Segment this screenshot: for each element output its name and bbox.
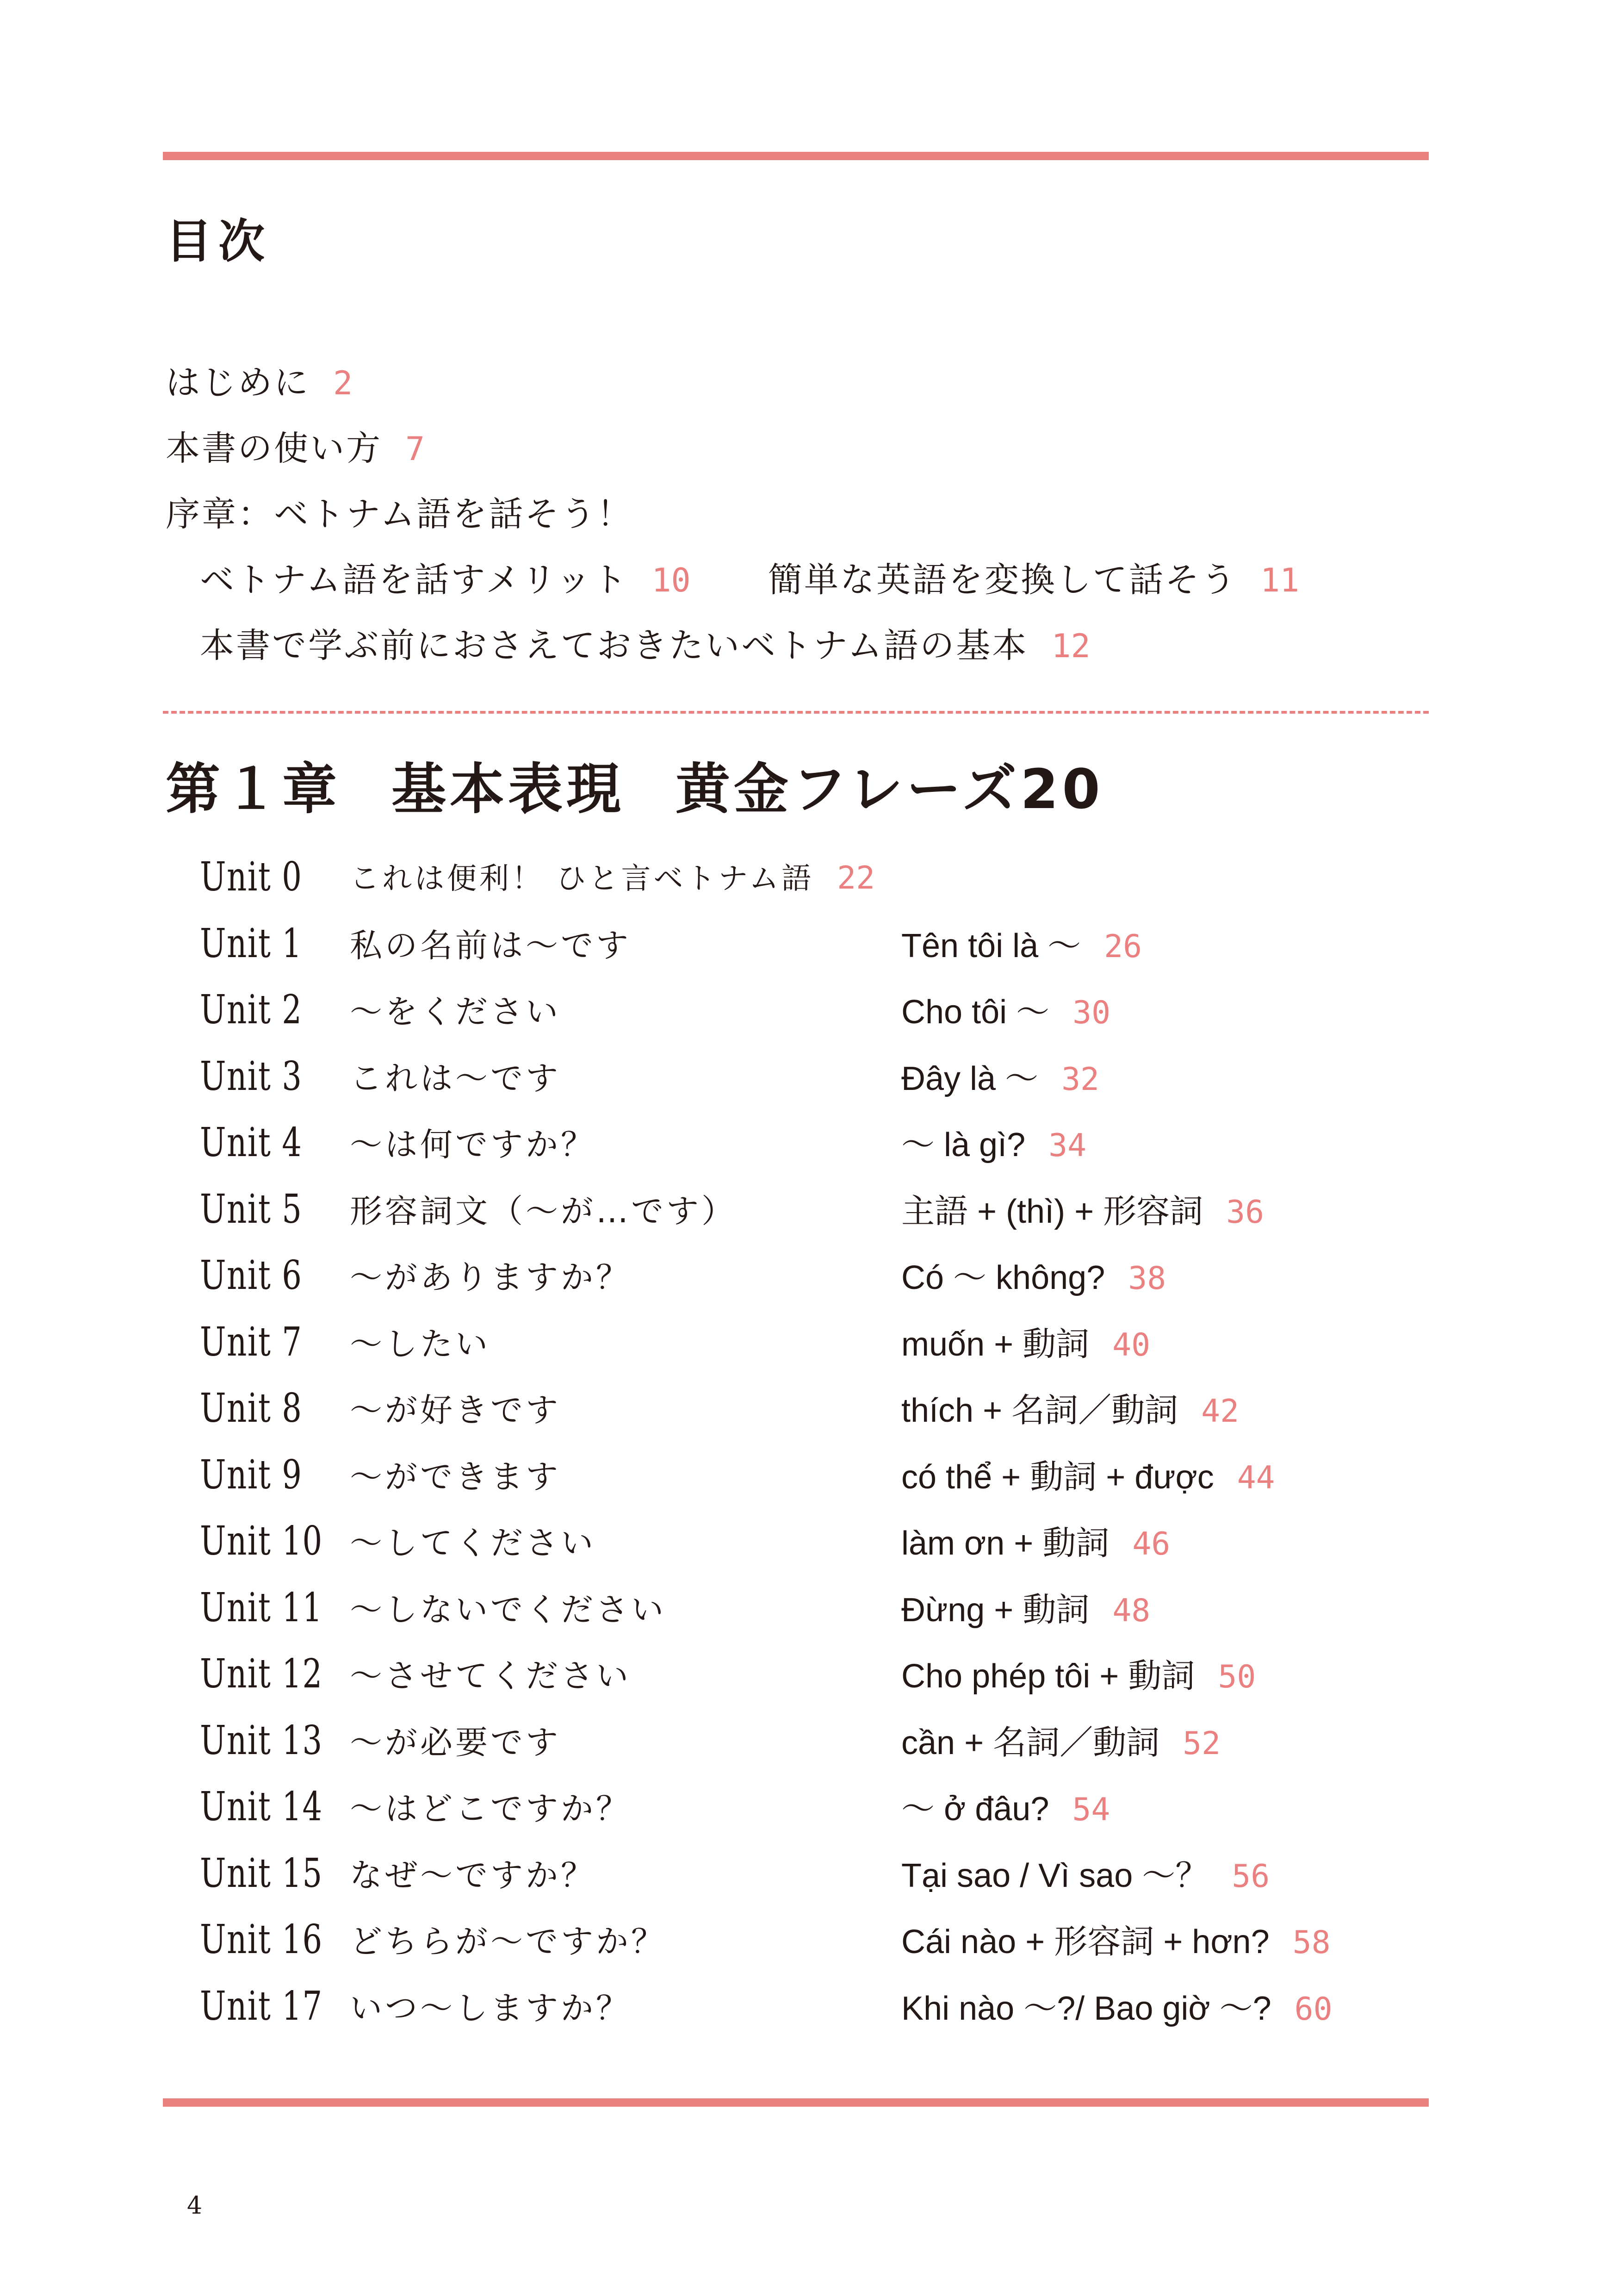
unit-vietnamese-text: Đây là ～ <box>901 1060 1039 1097</box>
unit-japanese-text: ～はどこですか？ <box>350 1790 631 1828</box>
unit-label: Unit 17 <box>200 1983 323 2029</box>
unit-japanese-text: ～したい <box>350 1325 490 1363</box>
toc-entry-how-to-use[interactable] <box>166 431 425 466</box>
toc-entry-intro[interactable] <box>166 363 353 403</box>
unit-vietnamese-phrase <box>901 1461 1275 1494</box>
unit-label: Unit 11 <box>200 1585 323 1631</box>
unit-vietnamese-phrase <box>901 1792 1110 1826</box>
unit-japanese-phrase <box>350 993 561 1031</box>
unit-row[interactable] <box>0 1916 1618 1969</box>
toc-entry-page: 10 <box>651 561 691 599</box>
unit-label: Unit 5 <box>200 1186 303 1232</box>
unit-page: 34 <box>1048 1127 1087 1164</box>
unit-page: 54 <box>1072 1792 1110 1828</box>
unit-label: Unit 0 <box>200 854 303 900</box>
unit-vietnamese-text: Tên tôi là ～ <box>901 927 1081 964</box>
unit-japanese-text: これは便利！ ひと言ベトナム語 <box>350 862 814 896</box>
unit-row[interactable] <box>0 1452 1618 1504</box>
unit-japanese-text: ～が必要です <box>350 1724 561 1761</box>
unit-japanese-phrase <box>350 1192 737 1230</box>
unit-japanese-phrase <box>350 1925 666 1958</box>
unit-vietnamese-phrase <box>901 1857 1270 1895</box>
unit-row[interactable] <box>0 1585 1618 1637</box>
unit-vietnamese-text: Có ～ không? <box>901 1259 1105 1296</box>
unit-japanese-text: どちらが～ですか？ <box>350 1923 666 1960</box>
unit-page: 40 <box>1112 1327 1151 1363</box>
unit-vietnamese-phrase <box>901 1990 1333 2028</box>
unit-japanese-text: ～が好きです <box>350 1391 561 1429</box>
unit-vietnamese-text: Cho tôi ～ <box>901 994 1050 1031</box>
unit-label: Unit 7 <box>200 1319 303 1365</box>
unit-vietnamese-phrase <box>901 996 1110 1029</box>
unit-japanese-text: いつ～しますか？ <box>350 1989 631 2027</box>
unit-japanese-text: ～をください <box>350 993 561 1031</box>
toc-entry-page: 12 <box>1051 627 1091 665</box>
unit-vietnamese-text: có thể + 動詞 + được <box>901 1459 1214 1496</box>
page-number: 4 <box>187 2192 203 2220</box>
unit-vietnamese-phrase <box>901 1259 1166 1297</box>
toc-entry-label: 本書で学ぶ前におさえておきたいベトナム語の基本 <box>200 626 1029 666</box>
unit-label: Unit 9 <box>200 1452 303 1498</box>
unit-page: 48 <box>1112 1593 1151 1629</box>
toc-entry-prologue[interactable] <box>166 494 633 534</box>
unit-row[interactable] <box>0 1651 1618 1703</box>
unit-page: 26 <box>1104 928 1142 965</box>
unit-vietnamese-text: ～ ở đâu? <box>901 1791 1049 1828</box>
toc-entry-basics[interactable] <box>200 626 1091 666</box>
unit-row[interactable] <box>0 1850 1618 1903</box>
unit-japanese-text: 私の名前は～です <box>350 927 631 964</box>
unit-japanese-text: ～してください <box>350 1524 596 1562</box>
chapter-subtitle: 黄金フレーズ20 <box>676 757 1104 821</box>
toc-entry-english-convert[interactable] <box>768 560 1300 600</box>
unit-japanese-phrase <box>350 1325 490 1363</box>
unit-japanese-text: ～は何ですか？ <box>350 1126 596 1164</box>
unit-japanese-phrase <box>350 1458 561 1496</box>
unit-row[interactable] <box>0 1186 1618 1238</box>
unit-row[interactable] <box>0 1717 1618 1770</box>
unit-label: Unit 12 <box>200 1651 323 1697</box>
toc-entry-label: 序章：ベトナム語を話そう！ <box>166 494 633 534</box>
unit-vietnamese-phrase <box>901 1593 1150 1627</box>
unit-vietnamese-text: làm ơn + 動詞 <box>901 1525 1110 1562</box>
top-rule <box>163 152 1429 160</box>
toc-entry-page: 7 <box>405 430 425 468</box>
unit-page: 30 <box>1072 995 1111 1031</box>
unit-vietnamese-text: Khi nào ～?/ Bao giờ ～? <box>901 1990 1271 2027</box>
chapter-number: 第１章 <box>166 757 341 821</box>
unit-vietnamese-text: Cho phép tôi + 動詞 <box>901 1658 1195 1695</box>
unit-row[interactable] <box>0 921 1618 973</box>
unit-label: Unit 14 <box>200 1784 323 1830</box>
unit-vietnamese-phrase <box>901 929 1142 963</box>
toc-title: 目次 <box>166 214 271 268</box>
unit-row[interactable] <box>0 1120 1618 1172</box>
unit-label: Unit 2 <box>200 987 303 1033</box>
unit-vietnamese-phrase <box>901 1925 1331 1959</box>
unit-vietnamese-text: 主語 + (thì) + 形容詞 <box>901 1193 1203 1230</box>
toc-entry-label: はじめに <box>166 363 310 403</box>
unit-vietnamese-phrase <box>901 1328 1150 1361</box>
unit-row[interactable] <box>0 1784 1618 1836</box>
unit-row[interactable] <box>0 987 1618 1039</box>
unit-row[interactable] <box>0 1983 1618 2035</box>
unit-label: Unit 15 <box>200 1850 323 1897</box>
unit-page: 32 <box>1061 1061 1099 1098</box>
unit-japanese-phrase <box>350 1524 596 1562</box>
unit-japanese-phrase <box>350 929 631 962</box>
unit-page: 46 <box>1132 1526 1171 1562</box>
unit-japanese-text: ～しないでください <box>350 1591 666 1629</box>
unit-vietnamese-phrase <box>901 1527 1170 1560</box>
toc-entry-page: 11 <box>1260 561 1300 599</box>
unit-label: Unit 13 <box>200 1717 323 1764</box>
unit-label: Unit 1 <box>200 921 303 967</box>
unit-vietnamese-text: thích + 名詞／動詞 <box>901 1392 1178 1429</box>
unit-page: 36 <box>1226 1194 1265 1231</box>
unit-row[interactable] <box>0 1252 1618 1305</box>
unit-japanese-phrase <box>350 860 875 896</box>
unit-japanese-phrase <box>350 1726 561 1759</box>
unit-vietnamese-phrase <box>901 1060 1099 1098</box>
unit-page: 58 <box>1292 1924 1331 1961</box>
unit-vietnamese-phrase <box>901 1392 1240 1430</box>
unit-vietnamese-phrase <box>901 1660 1256 1693</box>
unit-row[interactable] <box>0 1319 1618 1371</box>
unit-label: Unit 3 <box>200 1053 303 1100</box>
unit-japanese-text: ～がありますか？ <box>350 1258 631 1296</box>
unit-japanese-phrase <box>350 1790 631 1828</box>
unit-page: 52 <box>1183 1725 1221 1762</box>
unit-page: 44 <box>1237 1460 1275 1496</box>
unit-vietnamese-text: muốn + 動詞 <box>901 1326 1090 1363</box>
unit-japanese-text: ～させてください <box>350 1657 631 1695</box>
unit-row[interactable] <box>0 1385 1618 1437</box>
unit-vietnamese-text: cần + 名詞／動詞 <box>901 1724 1160 1761</box>
unit-japanese-phrase <box>350 1657 631 1695</box>
unit-page: 60 <box>1294 1991 1333 2028</box>
unit-page: 22 <box>837 860 875 896</box>
unit-page: 50 <box>1218 1659 1256 1695</box>
unit-japanese-phrase <box>350 1856 596 1894</box>
unit-japanese-phrase <box>350 1989 631 2027</box>
toc-entry-merits[interactable] <box>200 560 691 600</box>
unit-japanese-text: なぜ～ですか？ <box>350 1856 596 1894</box>
chapter-heading[interactable] <box>166 757 1104 821</box>
unit-row[interactable] <box>0 1053 1618 1106</box>
unit-vietnamese-text: Cái nào + 形容詞 + hơn? <box>901 1923 1270 1960</box>
toc-entry-label: ベトナム語を話すメリット <box>200 560 629 600</box>
unit-page: 42 <box>1201 1393 1240 1430</box>
unit-vietnamese-text: Tại sao / Vì sao ～？ <box>901 1857 1209 1894</box>
unit-row[interactable] <box>0 854 1618 906</box>
bottom-rule <box>163 2098 1429 2107</box>
unit-row[interactable] <box>0 1518 1618 1570</box>
unit-label: Unit 6 <box>200 1252 303 1299</box>
toc-entry-label: 簡単な英語を変換して話そう <box>768 560 1237 600</box>
unit-japanese-phrase <box>350 1258 631 1296</box>
toc-entry-page: 2 <box>333 364 353 402</box>
toc-entry-label: 本書の使い方 <box>166 429 382 468</box>
unit-vietnamese-phrase <box>901 1128 1086 1162</box>
unit-japanese-phrase <box>350 1126 596 1164</box>
chapter-title: 基本表現 <box>391 757 625 821</box>
unit-page: 56 <box>1232 1858 1270 1895</box>
unit-label: Unit 10 <box>200 1518 323 1564</box>
unit-japanese-text: 形容詞文（～が…です） <box>350 1192 737 1230</box>
unit-japanese-text: これは～です <box>350 1059 561 1097</box>
unit-vietnamese-text: ～ là gì? <box>901 1126 1026 1164</box>
unit-vietnamese-phrase <box>901 1726 1221 1760</box>
unit-japanese-phrase <box>350 1391 561 1429</box>
unit-page: 38 <box>1128 1260 1166 1297</box>
unit-japanese-text: ～ができます <box>350 1458 561 1496</box>
unit-vietnamese-phrase <box>901 1193 1265 1231</box>
unit-label: Unit 16 <box>200 1916 323 1963</box>
unit-vietnamese-text: Đừng + 動詞 <box>901 1592 1090 1629</box>
unit-label: Unit 8 <box>200 1385 303 1431</box>
section-divider <box>163 711 1429 714</box>
unit-japanese-phrase <box>350 1591 666 1629</box>
unit-japanese-phrase <box>350 1059 561 1097</box>
unit-label: Unit 4 <box>200 1120 303 1166</box>
